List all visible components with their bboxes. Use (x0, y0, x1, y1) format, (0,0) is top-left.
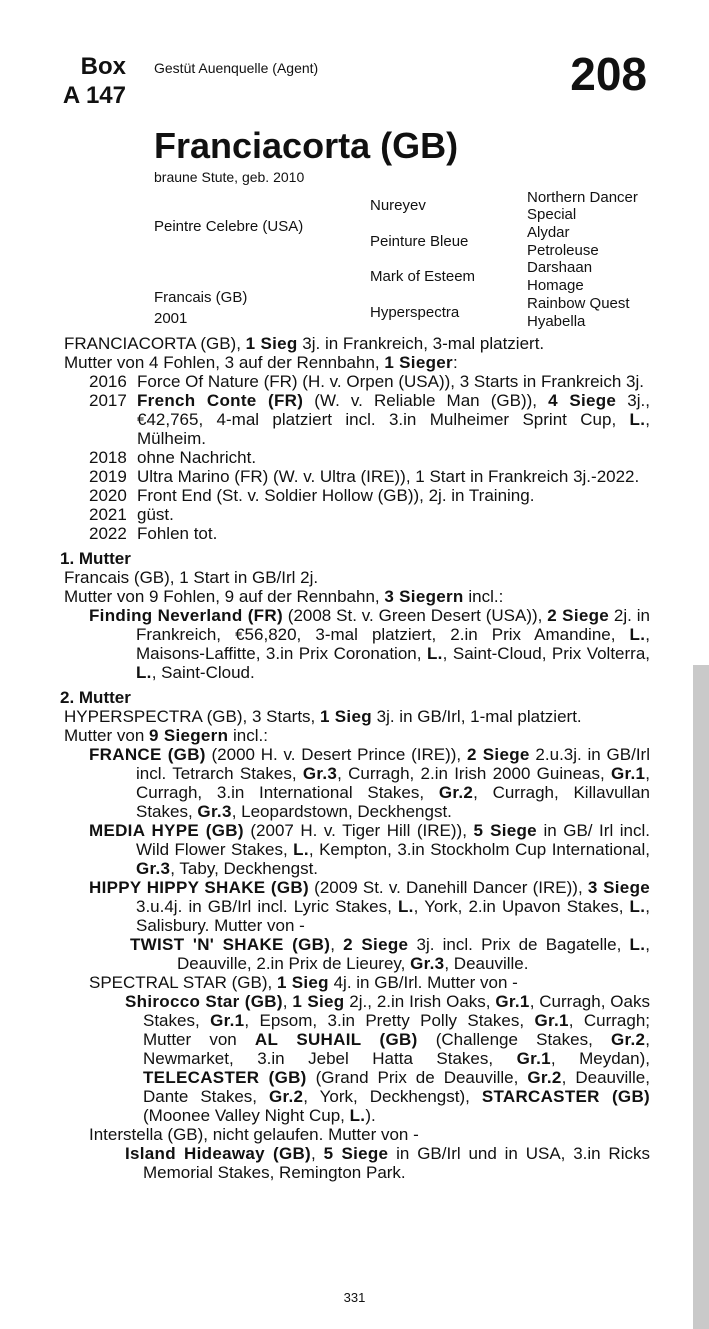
pedigree-g3-2: Special (527, 206, 577, 223)
produce-row: 2018 ohne Nachricht. (89, 448, 257, 467)
horse-name: Franciacorta (GB) (154, 125, 459, 166)
produce-row: 2022 Fohlen tot. (89, 524, 218, 543)
page-number: 331 (343, 1290, 366, 1305)
pedigree-g3-1: Northern Dancer (527, 189, 638, 206)
produce-row: 2021 güst. (89, 505, 174, 524)
box-label (60, 52, 126, 110)
produce-row: 2017 French Conte (FR) (W. v. Reliable Man (GB)), 4 Siege 3j., €42,765, 4-mal platziert incl. 3.in Mulheimer Sprint Cup, L., Mülheim. (89, 391, 650, 448)
pedigree-sire: Peintre Celebre (USA) (154, 218, 304, 235)
third-generation-offspring: TWIST 'N' SHAKE (GB), 2 Siege 3j. incl. Prix de Bagatelle, L., Deauville, 2.in Prix de Lieurey, Gr.3, Deauville. (130, 935, 650, 973)
first-dam-produce-summary: Mutter von 9 Fohlen, 9 auf der Rennbahn, 3 Siegern incl.: (64, 587, 504, 606)
second-dam-heading: 2. Mutter (60, 688, 131, 707)
second-dam-offspring: FRANCE (GB) (2000 H. v. Desert Prince (IRE)), 2 Siege 2.u.3j. in GB/Irl incl. Tetrarch Stakes, Gr.3, Curragh, 2.in Irish 2000 Guineas, Gr.1, Curragh, 3.in International Stakes, Gr.2, Curragh, Killavullan Stakes, Gr.3, Leopardstown, Deckhengst. (89, 745, 650, 821)
agent-name: Gestüt Auenquelle (Agent) (154, 60, 319, 76)
pedigree-g3-3: Alydar (527, 224, 570, 241)
horse-description: braune Stute, geb. 2010 (154, 169, 305, 185)
second-dam-offspring: MEDIA HYPE (GB) (2007 H. v. Tiger Hill (IRE)), 5 Siege in GB/ Irl incl. Wild Flower Stakes, L., Kempton, 3.in Stockholm Cup International, Gr.3, Taby, Deckhengst. (89, 821, 650, 878)
pedigree-g3-5: Darshaan (527, 259, 593, 276)
box-line2: A 147 (62, 82, 126, 109)
produce-summary: Mutter von 4 Fohlen, 3 auf der Rennbahn, 1 Sieger: (64, 353, 458, 372)
pedigree-dam: Francais (GB) (154, 289, 248, 306)
pedigree-sire-sire: Nureyev (370, 197, 426, 214)
second-dam-record: HYPERSPECTRA (GB), 3 Starts, 1 Sieg 3j. in GB/Irl, 1-mal platziert. (64, 707, 582, 726)
second-dam-daughter: SPECTRAL STAR (GB), 1 Sieg 4j. in GB/Irl. Mutter von - (89, 973, 518, 992)
pedigree-g3-7: Rainbow Quest (527, 295, 630, 312)
pedigree-g3-6: Homage (527, 277, 584, 294)
pedigree-dam-year: 2001 (154, 310, 188, 327)
second-dam-daughter: Interstella (GB), nicht gelaufen. Mutter von - (89, 1125, 419, 1144)
second-dam-produce-summary: Mutter von 9 Siegern incl.: (64, 726, 268, 745)
box-line1: Box (80, 53, 126, 80)
pedigree-dam-dam: Hyperspectra (370, 304, 460, 321)
race-record: FRANCIACORTA (GB), 1 Sieg 3j. in Frankreich, 3-mal platziert. (64, 334, 545, 353)
pedigree-g3-4: Petroleuse (527, 242, 599, 259)
pedigree-g3-8: Hyabella (527, 313, 586, 330)
produce-row: 2020 Front End (St. v. Soldier Hollow (GB)), 2j. in Training. (89, 486, 535, 505)
produce-row: 2019 Ultra Marino (FR) (W. v. Ultra (IRE)), 1 Start in Frankreich 3j.-2022. (89, 467, 640, 486)
lot-number: 208 (570, 48, 647, 100)
second-dam-offspring: HIPPY HIPPY SHAKE (GB) (2009 St. v. Danehill Dancer (IRE)), 3 Siege 3.u.4j. in GB/Irl incl. Lyric Stakes, L., York, 2.in Upavon Stakes, L., Salisbury. Mutter von - (89, 878, 651, 935)
catalogue-body (60, 334, 650, 1182)
pedigree-sire-dam: Peinture Bleue (370, 233, 469, 250)
produce-row: 2016 Force Of Nature (FR) (H. v. Orpen (USA)), 3 Starts in Frankreich 3j. (89, 372, 644, 391)
first-dam-offspring: Finding Neverland (FR) (2008 St. v. Green Desert (USA)), 2 Siege 2j. in Frankreich, €56,820, 3-mal platziert, 2.in Prix Amandine, L., Maisons-Laffitte, 3.in Prix Coronation, L., Saint-Cloud, Prix Volterra, L., Saint-Cloud. (89, 606, 650, 682)
third-generation-offspring: Island Hideaway (GB), 5 Siege in GB/Irl und in USA, 3.in Ricks Memorial Stakes, Remington Park. (125, 1144, 650, 1182)
third-generation-offspring: Shirocco Star (GB), 1 Sieg 2j., 2.in Irish Oaks, Gr.1, Curragh, Oaks Stakes, Gr.1, Epsom, 3.in Pretty Polly Stakes, Gr.1, Curragh; Mutter von AL SUHAIL (GB) (Challenge Stakes, Gr.2, Newmarket, 3.in Jebel Hatta Stakes, Gr.1, Meydan), TELECASTER (GB) (Grand Prix de Deauville, Gr.2, Deauville, Dante Stakes, Gr.2, York, Deckhengst), STARCASTER (GB) (Moonee Valley Night Cup, L.). (125, 992, 651, 1125)
first-dam-record: Francais (GB), 1 Start in GB/Irl 2j. (64, 568, 319, 587)
first-dam-heading: 1. Mutter (60, 549, 131, 568)
thumb-index-tab (693, 665, 709, 1329)
pedigree-dam-sire: Mark of Esteem (370, 268, 476, 285)
